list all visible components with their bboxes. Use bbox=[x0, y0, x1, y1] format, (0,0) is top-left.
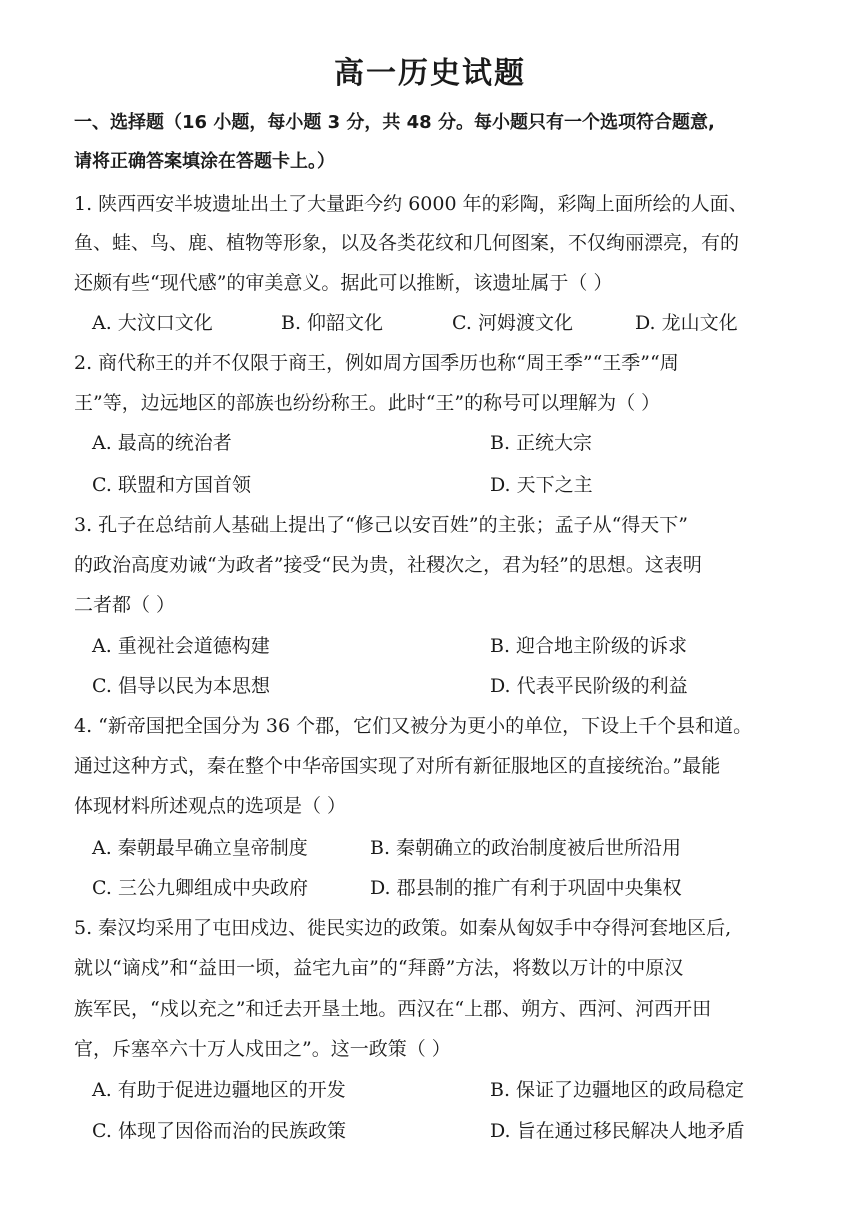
question-5-line-1: 5. 秦汉均采用了屯田戍边、徙民实边的政策。如秦从匈奴手中夺得河套地区后, bbox=[74, 917, 732, 939]
question-5-option-d: D. 旨在通过移民解决人地矛盾 bbox=[490, 1120, 745, 1142]
question-4-option-b: B. 秦朝确立的政治制度被后世所沿用 bbox=[370, 837, 682, 859]
question-5-line-4: 官，斥塞卒六十万人戍田之”。这一政策（ ） bbox=[74, 1038, 451, 1060]
question-2-option-d: D. 天下之主 bbox=[490, 474, 593, 496]
question-4-option-d: D. 郡县制的推广有利于巩固中央集权 bbox=[370, 877, 682, 899]
question-2-option-a: A. 最高的统治者 bbox=[92, 432, 232, 454]
question-4-option-a: A. 秦朝最早确立皇帝制度 bbox=[92, 837, 308, 859]
question-3-line-2: 的政治高度劝诫“为政者”接受“民为贵，社稷次之，君为轻”的思想。这表明 bbox=[74, 554, 702, 576]
question-4-line-2: 通过这种方式，秦在整个中华帝国实现了对所有新征服地区的直接统治。”最能 bbox=[74, 755, 721, 777]
question-1-option-b: B. 仰韶文化 bbox=[281, 312, 384, 334]
question-1-option-c: C. 河姆渡文化 bbox=[452, 312, 573, 334]
question-3-option-b: B. 迎合地主阶级的诉求 bbox=[490, 635, 688, 657]
question-1-line-3: 还颇有些“现代感”的审美意义。据此可以推断，该遗址属于（ ） bbox=[74, 272, 613, 294]
question-4-line-1: 4. “新帝国把全国分为 36 个郡，它们又被分为更小的单位，下设上千个县和道。 bbox=[74, 715, 753, 737]
question-2-option-b: B. 正统大宗 bbox=[490, 432, 593, 454]
question-4-option-c: C. 三公九卿组成中央政府 bbox=[92, 877, 308, 899]
question-3-line-1: 3. 孔子在总结前人基础上提出了“修己以安百姓”的主张；孟子从“得天下” bbox=[74, 514, 689, 536]
question-3-line-3: 二者都（ ） bbox=[74, 594, 176, 616]
section-heading: 一、选择题（16 小题，每小题 3 分，共 48 分。每小题只有一个选项符合题意, bbox=[74, 112, 715, 133]
question-5-option-a: A. 有助于促进边疆地区的开发 bbox=[92, 1079, 346, 1101]
question-1-line-1: 1. 陕西西安半坡遗址出土了大量距今约 6000 年的彩陶，彩陶上面所绘的人面、 bbox=[74, 193, 748, 215]
question-5-line-3: 族军民，“戍以充之”和迁去开垦土地。西汉在“上郡、朔方、西河、河西开田 bbox=[74, 998, 712, 1020]
question-5-option-b: B. 保证了边疆地区的政局稳定 bbox=[490, 1079, 745, 1101]
question-5-line-2: 就以“谪戍”和“益田一顷，益宅九亩”的“拜爵”方法，将数以万计的中原汉 bbox=[74, 957, 684, 979]
question-3-option-a: A. 重视社会道德构建 bbox=[92, 635, 270, 657]
question-3-option-c: C. 倡导以民为本思想 bbox=[92, 675, 270, 697]
section-heading-cont: 请将正确答案填涂在答题卡上。） bbox=[74, 151, 335, 172]
question-2-line-1: 2. 商代称王的并不仅限于商王，例如周方国季历也称“周王季”“王季”“周 bbox=[74, 352, 679, 374]
page-title: 高一历史试题 bbox=[334, 56, 526, 91]
question-4-line-3: 体现材料所述观点的选项是（ ） bbox=[74, 795, 347, 817]
question-2-line-2: 王”等，边远地区的部族也纷纷称王。此时“王”的称号可以理解为（ ） bbox=[74, 392, 661, 414]
question-1-line-2: 鱼、蛙、鸟、鹿、植物等形象，以及各类花纹和几何图案，不仅绚丽漂亮，有的 bbox=[74, 232, 740, 254]
question-5-option-c: C. 体现了因俗而治的民族政策 bbox=[92, 1120, 346, 1142]
question-3-option-d: D. 代表平民阶级的利益 bbox=[490, 675, 688, 697]
question-1-option-d: D. 龙山文化 bbox=[635, 312, 738, 334]
question-1-option-a: A. 大汶口文化 bbox=[92, 312, 213, 334]
question-2-option-c: C. 联盟和方国首领 bbox=[92, 474, 251, 496]
